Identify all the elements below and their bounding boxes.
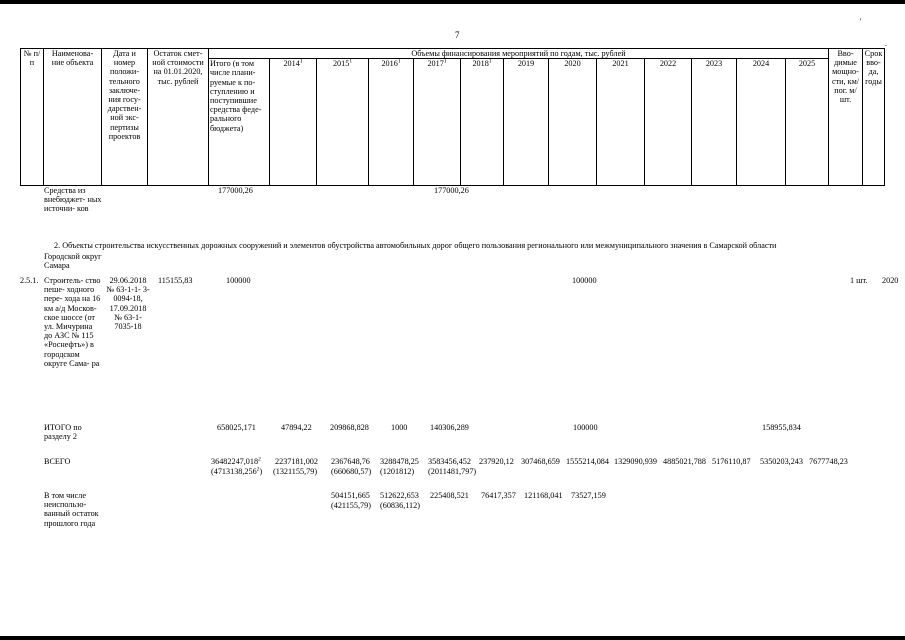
subtotal-2016: 1000: [391, 423, 408, 432]
district-name: Городской округ Самара: [44, 252, 102, 271]
header-year: 2022: [645, 59, 692, 186]
subtotal-2017: 140306,289: [430, 423, 469, 432]
page-number: 7: [455, 30, 460, 40]
item-2020: 100000: [572, 276, 597, 285]
header-year: 2019: [504, 59, 549, 186]
unused-2018: 76417,357: [481, 491, 516, 500]
header-year: 2015$^1$: [317, 59, 369, 186]
grand-2023: 5176110,87: [712, 457, 751, 466]
subtotal-name: ИТОГО по разделу 2: [44, 423, 82, 442]
header-term: Срок вво- да, годы: [863, 49, 885, 186]
header-year: 2025: [786, 59, 829, 186]
header-name: Наименова- ние объекта: [44, 49, 102, 186]
header-table: [20, 48, 885, 186]
item-date: 29.06.2018 № 63-1-1- 3-0094-18, 17.09.2018 № 63-1- 7035-18: [106, 276, 150, 331]
header-year: 2014$^1$: [270, 59, 317, 186]
subtotal-2014: 47894,22: [281, 423, 312, 432]
grand-2021: 1329090,939: [614, 457, 657, 466]
row-extra-2017: 177000,26: [434, 186, 469, 195]
grand-total-paren: (4713138,256$^2$): [211, 466, 263, 476]
item-total: 100000: [226, 276, 251, 285]
unused-2016: 512622,653: [380, 491, 419, 500]
header-year: 2020: [549, 59, 597, 186]
grand-2025: 7677748,23: [809, 457, 848, 466]
header-balance: Остаток смет- ной стоимости на 01.01.2020, тыс. рублей: [148, 49, 209, 186]
unused-2015: 504151,665: [331, 491, 370, 500]
header-year: 2018$^1$: [461, 59, 504, 186]
grand-2015-paren: (660680,57): [331, 467, 372, 476]
header-date: Дата и номер положи- тельного заключе- ния госу- дарствен- ной экс- пертизы проектов: [102, 49, 148, 186]
unused-2017: 225408,521: [430, 491, 469, 500]
grand-2020: 1555214,084: [566, 457, 609, 466]
grand-2022: 4885021,788: [663, 457, 706, 466]
grand-2016: 3288478,25: [380, 457, 419, 466]
grand-2024: 5350203,243: [760, 457, 803, 466]
header-year: 2024: [737, 59, 786, 186]
header-total: Итого (в том числе плани- руемые к по- ступлению и поступившие средства феде- рального бюджета): [209, 59, 270, 186]
grand-2017: 3583456,452: [428, 457, 471, 466]
grand-2019: 307468,659: [521, 457, 560, 466]
top-border: [0, 0, 905, 4]
item-capacity: 1 шт.: [850, 276, 868, 285]
subtotal-2020: 100000: [573, 423, 598, 432]
subtotal-total: 658025,171: [217, 423, 256, 432]
subtotal-2015: 209868,828: [330, 423, 369, 432]
section-title: 2. Объекты строительства искусственных дорожных сооружений и элементов обустройства автомобильных дорог общего пользования регионального или межмуниципального значения в Самарской области: [54, 241, 777, 250]
unused-2020: 73527,159: [571, 491, 606, 500]
header-year: 2017$^1$: [414, 59, 461, 186]
header-capacity: Вво- димые мощно- сти, км/ пог. м/шт.: [829, 49, 863, 186]
grand-2015: 2367648,76: [331, 457, 370, 466]
header-year: 2021: [597, 59, 645, 186]
unused-2019: 121168,041: [524, 491, 563, 500]
bottom-border: [0, 636, 905, 640]
header-year: 2016$^1$: [369, 59, 414, 186]
grand-total: 36482247,018$^2$: [211, 456, 261, 466]
row-extra-total: 177000,26: [218, 186, 253, 195]
item-balance: 115155,83: [158, 276, 193, 285]
unused-name: В том числе неиспользо- ванный остаток прошлого года: [44, 491, 99, 528]
subtotal-2024: 158955,834: [762, 423, 801, 432]
header-group-title: Объемы финансирования мероприятий по годам, тыс. рублей: [209, 49, 829, 59]
item-term: 2020: [882, 276, 899, 285]
unused-2016-paren: (60836,112): [380, 501, 420, 510]
grand-2017-paren: (2011481,797): [428, 467, 477, 476]
row-extra-name: Средства из внебюджет- ных источни- ков: [44, 186, 102, 214]
grand-2014: 2237181,002: [275, 457, 318, 466]
corner-mark: ': [860, 17, 862, 26]
grand-name: ВСЕГО: [44, 457, 71, 466]
item-number: 2.5.1.: [20, 276, 39, 285]
corner-mark: .: [885, 39, 887, 48]
header-year: 2023: [692, 59, 737, 186]
grand-2014-paren: (1321155,79): [273, 467, 318, 476]
grand-2018: 237920,12: [479, 457, 514, 466]
item-name: Строитель- ство пеше- ходного пере- хода на 16 км а/д Москов- ское шоссе (от ул. Мичурина до АЗС № 115 «Роснефть») в городском округе Сама- ра: [44, 276, 101, 368]
unused-2015-paren: (421155,79): [331, 501, 371, 510]
header-no: № п/п: [21, 49, 44, 186]
grand-2016-paren: (1201812): [380, 467, 415, 476]
